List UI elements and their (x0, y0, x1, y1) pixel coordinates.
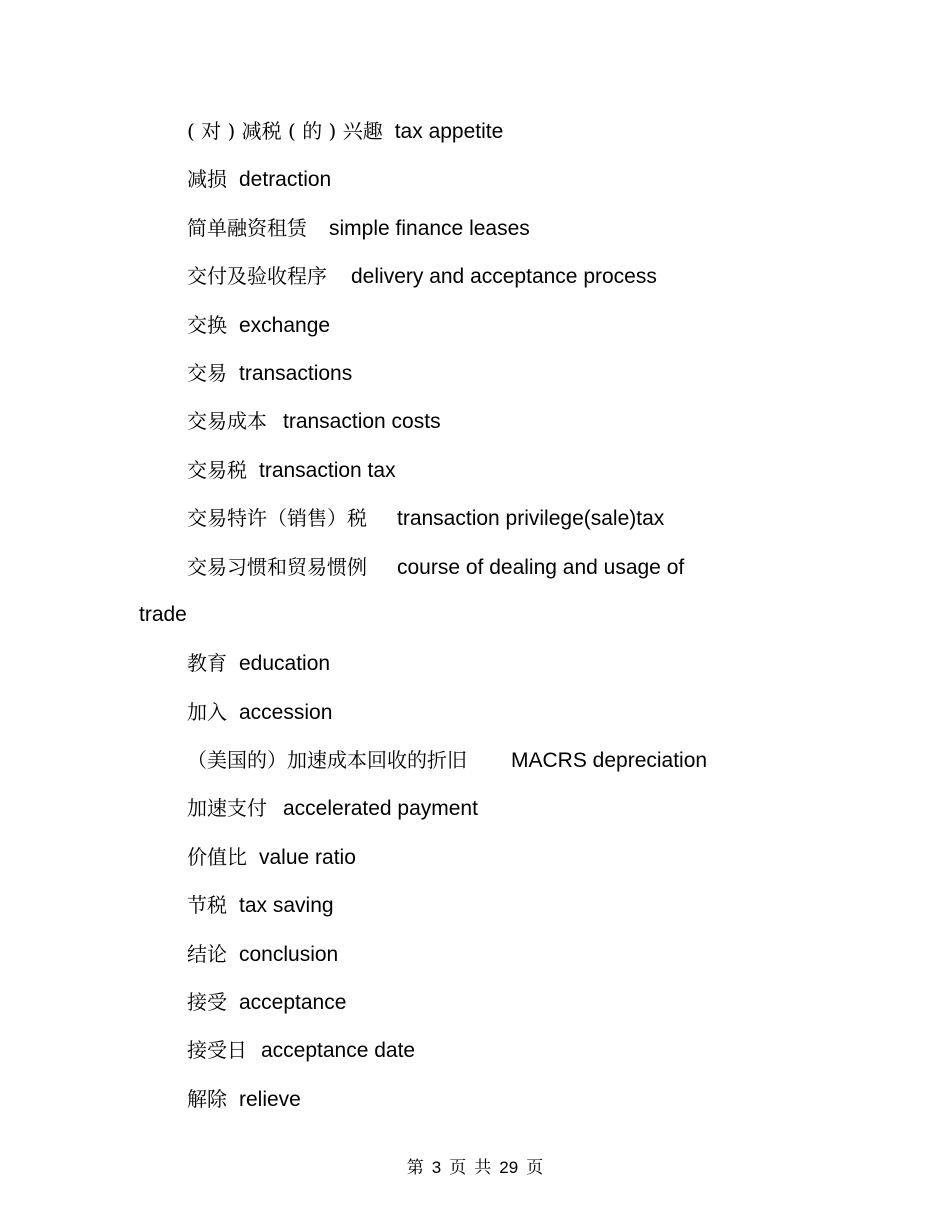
entry-chinese: （美国的）加速成本回收的折旧 (187, 748, 467, 773)
entry-english: acceptance date (261, 1039, 416, 1063)
glossary-entry (187, 500, 807, 548)
glossary-entry (187, 355, 807, 403)
entry-english: relieve (239, 1087, 301, 1111)
entry-english: accession (239, 700, 333, 724)
entry-chinese: ( 对 ) 减税 ( 的 ) 兴趣 (187, 119, 383, 143)
glossary-entry (187, 645, 807, 693)
glossary-entry (187, 887, 807, 935)
entry-english: delivery and acceptance process (351, 265, 657, 289)
current-page-number: 3 (431, 1158, 442, 1177)
entry-english: tax appetite (394, 120, 504, 143)
total-page-number: 29 (499, 1158, 519, 1177)
entry-english: value ratio (259, 845, 356, 869)
glossary-entry (187, 742, 807, 790)
entry-chinese: 交易特许（销售）税 (187, 506, 367, 531)
entry-english: simple finance leases (329, 216, 530, 240)
entry-chinese: 结论 (187, 941, 227, 966)
entry-chinese: 减损 (187, 167, 227, 192)
glossary-entry (187, 1081, 807, 1129)
entry-chinese: 价值比 (187, 844, 247, 869)
footer-suffix: 页 (526, 1158, 544, 1178)
footer-total-word: 共 (474, 1158, 492, 1178)
entry-english: tax saving (239, 894, 334, 918)
footer-page-word: 页 (449, 1158, 467, 1178)
entry-chinese: 接受日 (187, 1038, 247, 1063)
entry-chinese: 交易税 (187, 457, 247, 482)
glossary-entry (187, 113, 807, 161)
glossary-entry (187, 984, 807, 1032)
glossary-entry (187, 452, 807, 500)
entry-chinese: 交换 (187, 312, 227, 337)
entry-english: conclusion (239, 942, 339, 966)
footer-prefix: 第 (406, 1158, 424, 1178)
entry-chinese: 加速支付 (187, 796, 267, 821)
entry-english: transaction tax (259, 458, 396, 482)
entry-english: acceptance (239, 991, 347, 1015)
entry-chinese: 简单融资租赁 (187, 215, 307, 240)
entry-english: MACRS depreciation (511, 749, 708, 773)
glossary-entry (187, 839, 807, 887)
glossary-entry (187, 210, 807, 258)
entry-chinese: 教育 (187, 651, 227, 676)
entry-chinese: 加入 (187, 699, 227, 724)
entry-chinese: 交易成本 (187, 409, 267, 434)
entry-chinese: 交付及验收程序 (187, 264, 327, 289)
entry-english: course of dealing and usage of (397, 555, 685, 579)
glossary-entry (187, 1032, 807, 1080)
entry-chinese: 接受 (187, 990, 227, 1015)
entry-chinese: 节税 (187, 893, 227, 918)
entry-chinese: 解除 (187, 1086, 227, 1111)
glossary-entry (187, 790, 807, 838)
glossary-list (139, 113, 807, 1129)
glossary-entry (187, 694, 807, 742)
glossary-entry (187, 307, 807, 355)
glossary-entry (187, 936, 807, 984)
entry-english: education (239, 652, 331, 676)
entry-english: transaction costs (283, 410, 441, 434)
page-footer (0, 1153, 950, 1178)
entry-english: transactions (239, 361, 353, 385)
glossary-entry (187, 161, 807, 209)
glossary-entry (187, 258, 807, 306)
entry-chinese: 交易习惯和贸易惯例 (187, 554, 367, 579)
entry-english: transaction privilege(sale)tax (397, 507, 665, 531)
glossary-entry (187, 403, 807, 451)
entry-english: exchange (239, 313, 331, 337)
entry-continuation: trade (139, 602, 187, 626)
entry-english: detraction (239, 168, 332, 192)
entry-chinese: 交易 (187, 360, 227, 385)
glossary-entry (139, 549, 807, 646)
entry-first-line (187, 549, 807, 597)
entry-english: accelerated payment (283, 797, 478, 821)
